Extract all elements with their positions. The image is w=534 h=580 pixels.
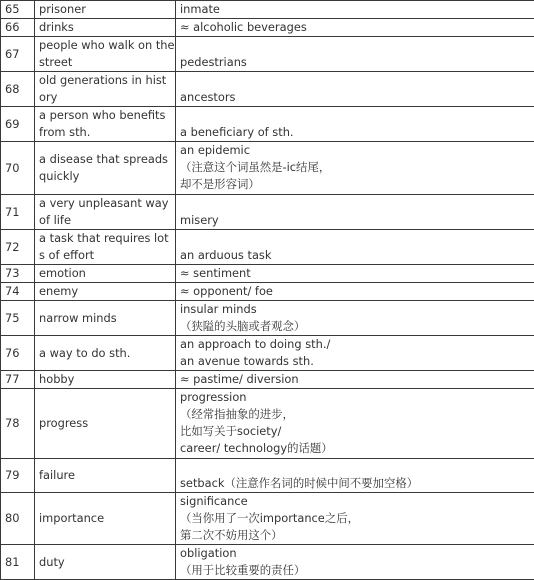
original-expression: of life (39, 212, 172, 229)
row-number: 80 (1, 493, 35, 545)
table-row (1, 1, 534, 19)
replacement-expression-cell (176, 301, 534, 336)
table-row (1, 301, 534, 336)
replacement-expression-cell (176, 1, 534, 19)
original-expression: a way to do sth. (39, 345, 172, 362)
replacement-expression: an arduous task (180, 247, 531, 264)
original-expression: failure (39, 467, 172, 484)
original-expression: emotion (39, 265, 172, 282)
replacement-expression: an approach to doing sth./ (180, 336, 531, 353)
replacement-expression-cell (176, 230, 534, 265)
original-expression-cell (35, 301, 176, 336)
original-expression-cell (35, 459, 176, 493)
original-expression: a very unpleasant way (39, 195, 172, 212)
replacement-expression: obligation (180, 545, 531, 562)
table-row (1, 37, 534, 72)
original-expression: progress (39, 415, 172, 432)
original-expression-cell (35, 545, 176, 580)
replacement-note: （用于比较重要的责任） (180, 562, 531, 579)
original-expression-cell (35, 142, 176, 195)
table-row (1, 389, 534, 459)
row-number: 79 (1, 459, 35, 493)
original-expression-cell (35, 336, 176, 371)
row-number: 67 (1, 37, 35, 72)
original-expression: importance (39, 510, 172, 527)
replacement-expression: progression (180, 389, 531, 406)
row-number: 65 (1, 1, 35, 19)
original-expression-cell (35, 230, 176, 265)
original-expression-cell (35, 283, 176, 301)
replacement-note: an avenue towards sth. (180, 353, 531, 370)
replacement-note: 比如写关于society/ (180, 423, 531, 440)
replacement-expression: inmate (180, 1, 531, 18)
replacement-expression: pedestrians (180, 54, 531, 71)
replacement-note: career/ technology的话题） (180, 440, 531, 457)
table-row (1, 459, 534, 493)
original-expression: narrow minds (39, 310, 172, 327)
row-number: 73 (1, 265, 35, 283)
replacement-expression-cell (176, 283, 534, 301)
replacement-expression-cell (176, 389, 534, 459)
replacement-expression-cell (176, 195, 534, 230)
table-row (1, 545, 534, 580)
replacement-note: （注意这个词虽然是-ic结尾， (180, 159, 531, 176)
row-number: 70 (1, 142, 35, 195)
replacement-expression-cell (176, 371, 534, 389)
replacement-expression: an epidemic (180, 142, 531, 159)
table-row (1, 19, 534, 37)
original-expression: prisoner (39, 1, 172, 18)
replacement-expression: ancestors (180, 89, 531, 106)
table-row (1, 336, 534, 371)
table-row (1, 371, 534, 389)
original-expression: a task that requires lot (39, 230, 172, 247)
row-number: 66 (1, 19, 35, 37)
table-row (1, 230, 534, 265)
replacement-expression: ≈ pastime/ diversion (180, 371, 531, 388)
replacement-expression-cell (176, 19, 534, 37)
original-expression-cell (35, 37, 176, 72)
table-row (1, 142, 534, 195)
row-number: 77 (1, 371, 35, 389)
table-row (1, 493, 534, 545)
replacement-expression: insular minds (180, 301, 531, 318)
original-expression: s of effort (39, 247, 172, 264)
replacement-expression: ≈ alcoholic beverages (180, 19, 531, 36)
original-expression: duty (39, 554, 172, 571)
original-expression: from sth. (39, 124, 172, 141)
replacement-expression: misery (180, 212, 531, 229)
original-expression: a disease that spreads (39, 151, 172, 168)
original-expression: enemy (39, 283, 172, 300)
row-number: 75 (1, 301, 35, 336)
replacement-note: （狭隘的头脑或者观念） (180, 318, 531, 335)
row-number: 78 (1, 389, 35, 459)
replacement-expression-cell (176, 265, 534, 283)
original-expression: hobby (39, 371, 172, 388)
original-expression-cell (35, 493, 176, 545)
replacement-expression-cell (176, 107, 534, 142)
table-row (1, 283, 534, 301)
original-expression-cell (35, 107, 176, 142)
row-number: 72 (1, 230, 35, 265)
replacement-expression: ≈ sentiment (180, 265, 531, 282)
original-expression: a person who benefits (39, 107, 172, 124)
original-expression-cell (35, 195, 176, 230)
row-number: 69 (1, 107, 35, 142)
replacement-expression-cell (176, 336, 534, 371)
row-number: 71 (1, 195, 35, 230)
original-expression-cell (35, 19, 176, 37)
replacement-note: （当你用了一次importance之后， (180, 510, 531, 527)
replacement-expression-cell (176, 142, 534, 195)
original-expression: ory (39, 89, 172, 106)
replacement-expression-cell (176, 545, 534, 580)
replacement-expression-cell (176, 37, 534, 72)
original-expression: people who walk on the (39, 37, 172, 54)
vocabulary-table-body (1, 1, 534, 580)
replacement-note: 第二次不妨用这个） (180, 527, 531, 544)
original-expression: drinks (39, 19, 172, 36)
original-expression-cell (35, 389, 176, 459)
row-number: 81 (1, 545, 35, 580)
replacement-note: 却不是形容词） (180, 176, 531, 193)
replacement-expression: a beneficiary of sth. (180, 124, 531, 141)
row-number: 68 (1, 72, 35, 107)
original-expression: quickly (39, 168, 172, 185)
replacement-expression-cell (176, 72, 534, 107)
table-row (1, 107, 534, 142)
replacement-expression: significance (180, 493, 531, 510)
table-row (1, 265, 534, 283)
table-row (1, 72, 534, 107)
original-expression-cell (35, 1, 176, 19)
original-expression-cell (35, 371, 176, 389)
replacement-expression-cell (176, 493, 534, 545)
row-number: 76 (1, 336, 35, 371)
original-expression-cell (35, 265, 176, 283)
original-expression-cell (35, 72, 176, 107)
replacement-expression: ≈ opponent/ foe (180, 283, 531, 300)
replacement-expression: setback（注意作名词的时候中间不要加空格） (180, 475, 531, 492)
replacement-note: （经常指抽象的进步， (180, 406, 531, 423)
row-number: 74 (1, 283, 35, 301)
original-expression: old generations in hist (39, 72, 172, 89)
original-expression: street (39, 54, 172, 71)
table-row (1, 195, 534, 230)
replacement-expression-cell (176, 459, 534, 493)
